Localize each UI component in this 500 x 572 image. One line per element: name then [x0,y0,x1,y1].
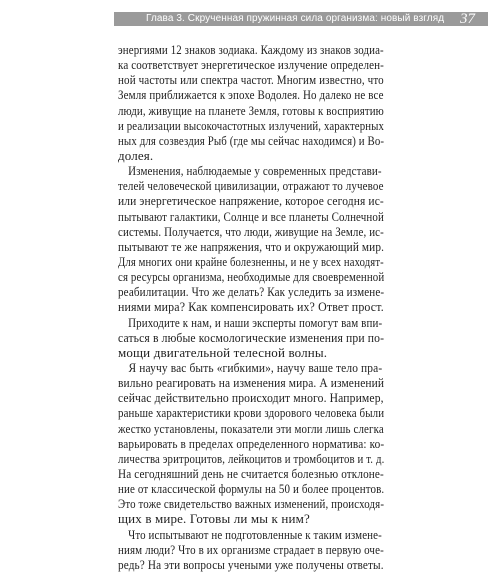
text-line: ниям люди? Что в их организме страдает в первую оче- [118,541,384,557]
text-line: пытывают те же напряжения, что и окружающий мир. [118,238,385,254]
text-line: раньше характеристики крови здорового человека были [118,405,385,421]
text-line: На сегодняшний день не считается болезнью отклоне- [118,465,384,481]
text-line: долея. [118,147,154,163]
text-line: ние от классической формулы на 50 и более процентов. [118,481,385,497]
text-line: Земля приближается к эпохе Водолея. Но далеко не все [118,87,384,103]
text-line: редь? На эти вопросы учеными уже получены ответы. [118,556,384,572]
text-line: ной частоты или спектра частот. Многим известно, что [118,72,384,88]
text-line: жестко установлены, показатели эти могли лишь слегка [118,420,384,436]
text-line: ся ресурсы организма, необходимые для своевременной [118,269,385,285]
text-line: или энергетическое напряжение, которое сегодня ис- [118,193,384,209]
text-line: ниями мира? Как компенсировать их? Ответ прост. [118,299,384,315]
text-line: и реализации высокочастотных излучений, характерных [118,117,385,133]
text-line: люди, живущие на планете Земля, готовы к восприятию [118,102,384,118]
body-text [118,42,384,572]
text-line: личества эритроцитов, лейкоцитов и тромбоцитов и т. д. [118,450,385,466]
running-header [0,3,500,30]
text-line: пытывают галактики, Солнце и все планеты Солнечной [118,208,384,224]
text-line: сейчас действительно происходит много. Например, [118,390,384,406]
text-line: Для многих они крайне болезненны, и не у всех находят- [118,253,384,269]
text-line: телей человеческой цивилизации, отражают то лучевое [118,178,384,194]
text-line: реабилитации. Что же делать? Как уследить за измене- [118,284,385,300]
text-line: системы. Получается, что люди, живущие на Земле, ис- [118,223,384,239]
text-line: Приходите к нам, и наши эксперты помогут вам впи- [128,314,383,330]
page-number: 37 [460,11,475,27]
text-line: мощи двигательной телесной волны. [118,344,328,360]
text-line: Я научу вас быть «гибкими», научу ваше тело пра- [128,359,383,375]
text-line: щих в мире. Готовы ли мы к ним? [118,511,310,527]
text-line: саться в любые космологические изменения при по- [118,329,385,345]
text-line: энергиями 12 знаков зодиака. Каждому из знаков зодиа- [118,42,384,57]
running-title: Глава 3. Скрученная пружинная сила организма: новый взгляд [146,13,445,24]
text-line: вильно реагировать на изменения мира. А изменений [118,375,385,391]
text-line: ных для созвездия Рыб (где мы сейчас находимся) и Во- [118,132,385,148]
text-line: Что испытывают не подготовленные к таким измене- [128,526,382,542]
text-line: варьировать в пределах определенного норматива: ко- [118,435,385,451]
text-line: Изменения, наблюдаемые у современных представи- [128,163,382,179]
text-line: Это тоже свидетельство важных изменений, происходя- [118,496,385,512]
text-line: ка соответствует энергетическое излучение определен- [118,57,384,73]
